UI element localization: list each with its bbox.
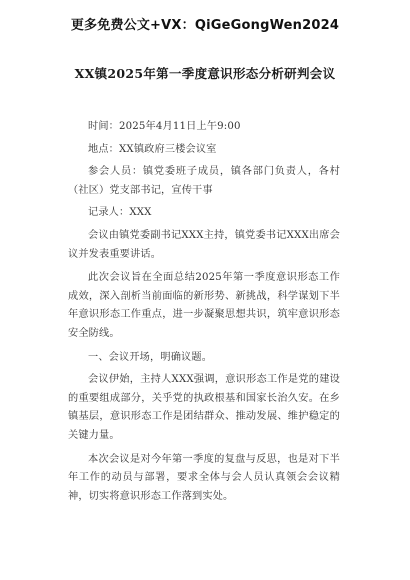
meeting-location: 地点：XX镇政府三楼会议室 — [88, 143, 217, 155]
meeting-attendees: 参会人员：镇党委班子成员，镇各部门负责人，各村（社区）党支部书记，宣传干事 — [68, 166, 340, 196]
meeting-time: 时间：2025年4月11日上午9:00 — [88, 121, 241, 132]
body-paragraph: 会议伊始，主持人XXX强调，意识形态工作是党的建设的重要组成部分，关乎党的执政根基和国家长治久安。在乡镇基层，意识形态工作是团结群众、推动发展、维护稳定的关键力量。 — [68, 374, 340, 441]
section-heading: 一、会议开场，明确议题。 — [88, 351, 213, 363]
document-title: XX镇2025年第一季度意识形态分析研判会议 — [74, 66, 336, 81]
watermark-header: 更多免费公文+VX：QiGeGongWen2024 — [70, 18, 340, 33]
body-paragraph: 本次会议是对今年第一季度的复盘与反思，也是对下半年工作的动员与部署，要求全体与会人员认真领会会议精神，切实将意识形态工作落到实处。 — [68, 453, 340, 502]
body-paragraph: 此次会议旨在全面总结2025年第一季度意识形态工作成效，深入剖析当前面临的新形势、新挑战，科学谋划下半年意识形态工作重点，进一步凝聚思想共识，筑牢意识形态安全防线。 — [68, 272, 340, 339]
document-body — [68, 118, 340, 511]
body-paragraph: 会议由镇党委副书记XXX主持，镇党委书记XXX出席会议并发表重要讲话。 — [68, 229, 340, 260]
meeting-recorder: 记录人：XXX — [88, 207, 152, 219]
